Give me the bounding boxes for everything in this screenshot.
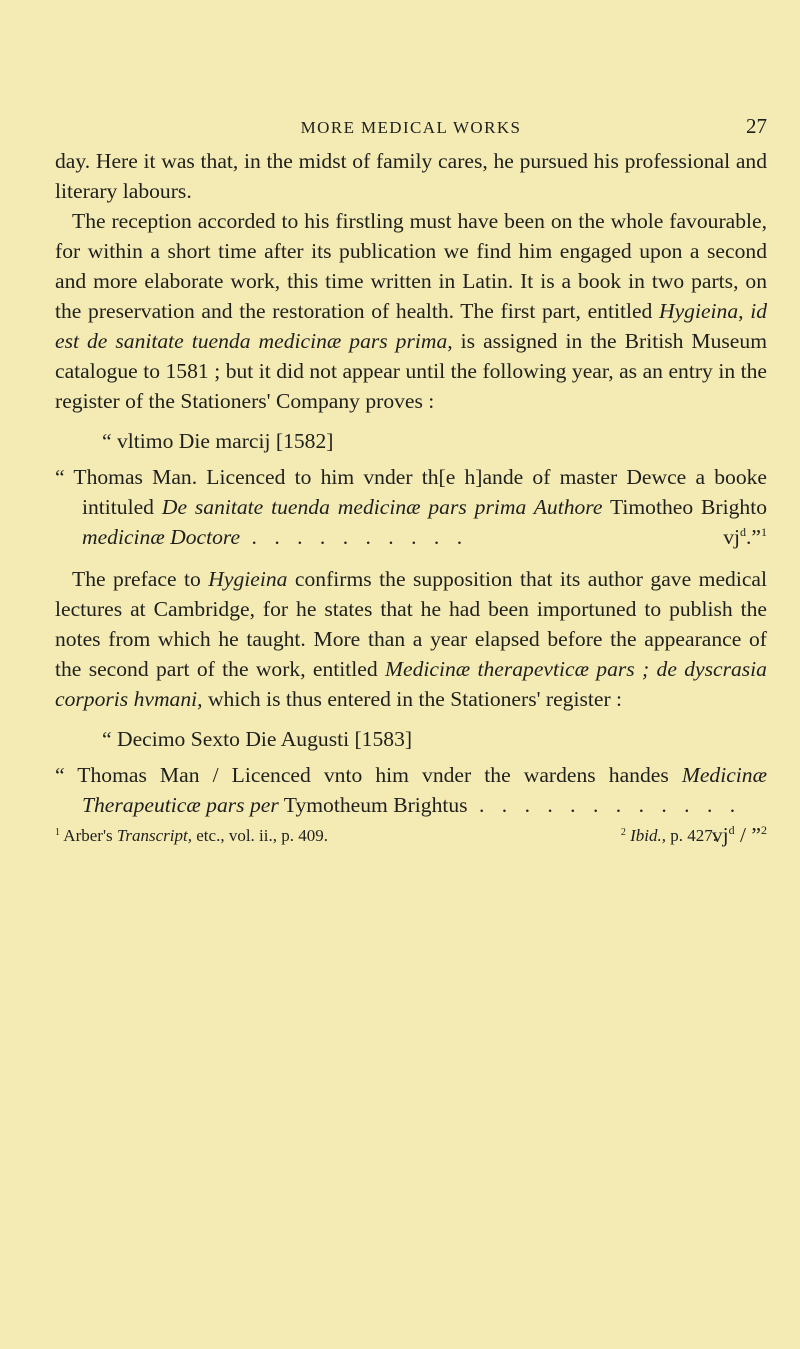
footnote-1: $^1$ Arber's Transcript, etc., vol. ii., p. 409.: [55, 826, 328, 845]
italic-title-therapevticae: Medicinæ therapevticæ pars ; de dyscrasia corporis hvmani,: [55, 657, 767, 711]
quote-1-date: “ vltimo Die marcij [1582]: [102, 429, 334, 453]
quote-2-date: “ Decimo Sexto Die Augusti [1583]: [102, 727, 413, 751]
footnote-ref-1: 1: [761, 525, 767, 539]
page-header: [55, 112, 767, 146]
register-entry-1: “ Thomas Man. Licenced to him vnder th[e h]ande of master Dewce a booke intituled De sanitate tuenda medicinæ pars prima Authore Timotheo Brighto medicinæ Doctore . . . . . . . . . . $vj^d.”^1$: [55, 462, 767, 552]
entry-2-price: $vj^d$ / ”$^2$: [711, 823, 767, 847]
paragraph-2: The reception accorded to his firstling must have been on the whole favourable, for within a short time after its publication we find him engaged upon a second and more elaborate work, this time written in Latin. It is a book in two parts, on the preservation and the restoration of health. The first part, entitled Hygieina, id est de sanitate tuenda medicinæ pars prima, is assigned in the British Museum catalogue to 1581 ; but it did not appear until the following year, as an entry in the register of the Stationers' Company proves :: [55, 209, 767, 413]
entry-1-price: $vj^d.”^1$: [723, 525, 767, 549]
book-page: [55, 112, 767, 850]
running-head: MORE MEDICAL WORKS: [300, 118, 522, 137]
footnotes: [55, 824, 717, 848]
footnote-ref-2: 2: [761, 823, 767, 837]
footnote-2: $^2$ Ibid., p. 427.: [620, 826, 717, 845]
paragraph-1: day. Here it was that, in the midst of family cares, he pursued his professional and literary labours.: [55, 149, 767, 203]
italic-title-hygieina: Hygieina, id est de sanitate tuenda medicinæ pars prima,: [55, 299, 767, 353]
page-number: 27: [746, 114, 767, 138]
paragraph-3: The preface to Hygieina confirms the supposition that its author gave medical lectures at Cambridge, for he states that he had been importuned to publish the notes from which he taught. More than a year elapsed before the appearance of the second part of the work, entitled Medicinæ therapevticæ pars ; de dyscrasia corporis hvmani, which is thus entered in the Stationers' register :: [55, 567, 767, 711]
register-entry-2: “ Thomas Man / Licenced vnto him vnder the wardens handes Medicinæ Therapeuticæ pars per Tymotheum Brightus . . . . . . . . . . . . $vj^d$ / ”$^2$: [55, 760, 767, 820]
